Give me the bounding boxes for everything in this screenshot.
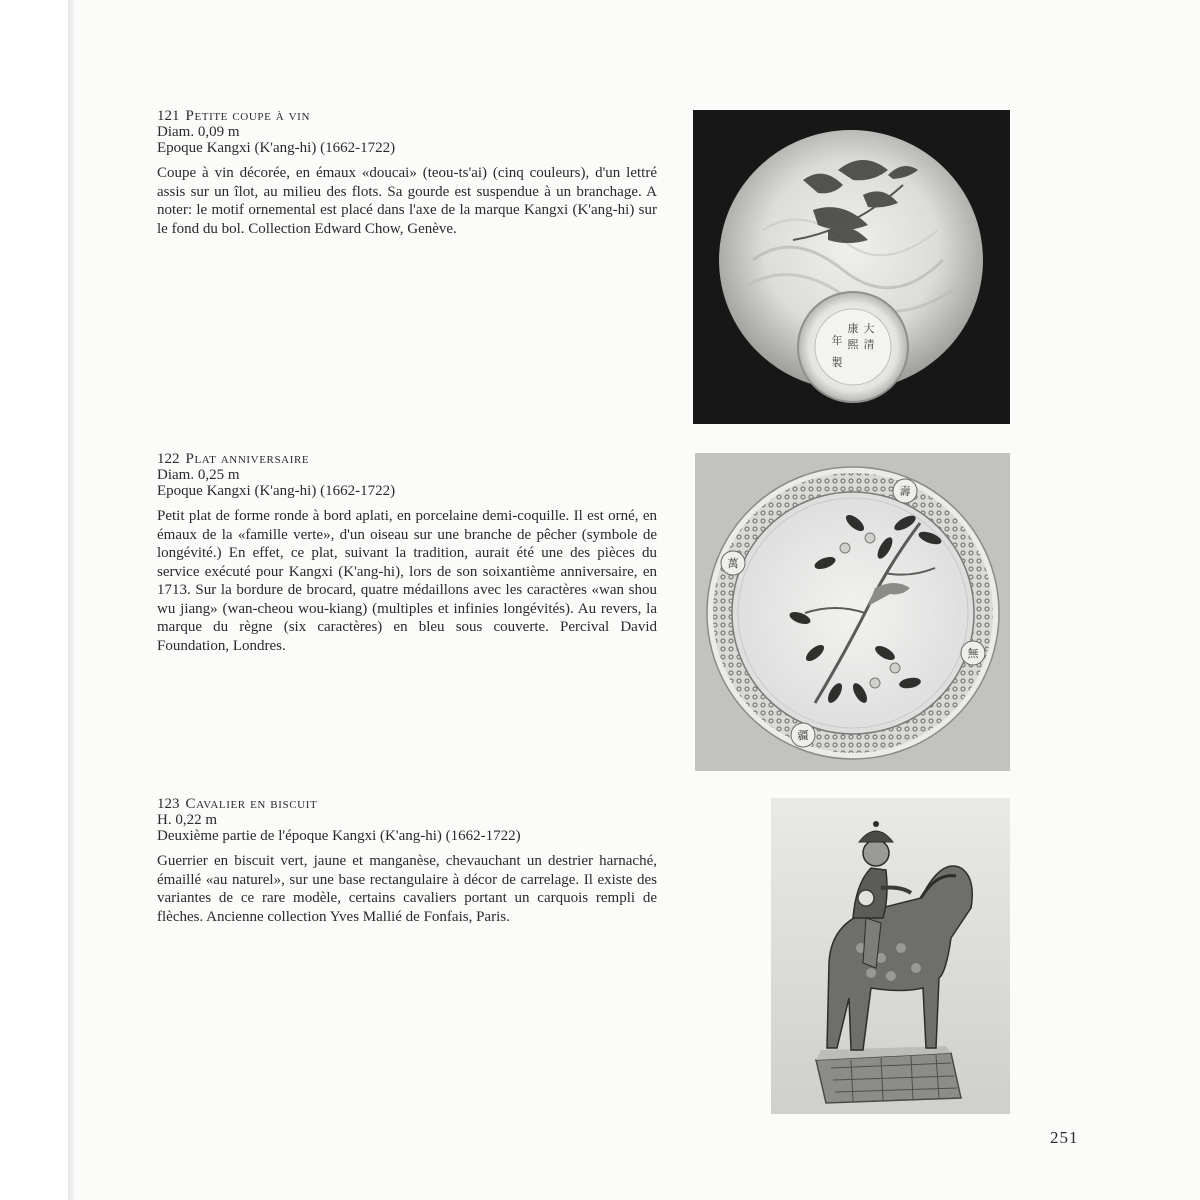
catalogue-entry-123 [157, 796, 657, 941]
entry-number: 123 [157, 796, 180, 812]
catalogue-entry-121 [157, 108, 657, 253]
entry-heading [157, 451, 657, 467]
reign-mark-char: 康 [847, 322, 859, 335]
wine-cup-illustration [693, 110, 1010, 424]
anniversary-dish-photo [695, 453, 1010, 771]
entry-heading [157, 108, 657, 124]
entry-title: Petite coupe à vin [185, 108, 310, 124]
reign-mark-char: 熙 [847, 338, 859, 351]
entry-period: Epoque Kangxi (K'ang-hi) (1662-1722) [157, 483, 396, 499]
medallion-char: 萬 [727, 557, 739, 570]
catalogue-entry-122 [157, 451, 657, 670]
dish-illustration [695, 453, 1010, 771]
reign-mark-char: 製 [831, 356, 843, 369]
horseman-illustration [771, 798, 1010, 1114]
entry-number: 122 [157, 451, 180, 467]
entry-period: Epoque Kangxi (K'ang-hi) (1662-1722) [157, 140, 396, 156]
medallion-char: 疆 [797, 729, 809, 742]
entry-number: 121 [157, 108, 180, 124]
entry-heading [157, 796, 657, 812]
reign-mark-char: 清 [863, 338, 875, 351]
entry-description: Guerrier en biscuit vert, jaune et manganèse, chevauchant un destrier harnaché, émaillé «au naturel», sur une base rectangulaire à décor de carrelage. Il existe des variantes de ce rare modèle, certains cavaliers portant un carquois rempli de flèches. Ancienne collection Yves Mallié de Fonfais, Paris. [157, 853, 657, 925]
wine-cup-photo [693, 110, 1010, 424]
entry-dimension: Diam. 0,09 m [157, 124, 240, 140]
medallion-char: 無 [967, 647, 979, 660]
reign-mark-char: 年 [831, 334, 843, 347]
horseman-figure-photo [771, 798, 1010, 1114]
page-number: 251 [1050, 1128, 1079, 1147]
entry-dimension: H. 0,22 m [157, 812, 217, 828]
entry-title: Plat anniversaire [185, 451, 310, 467]
entry-dimension: Diam. 0,25 m [157, 467, 240, 483]
medallion-char: 壽 [899, 485, 911, 498]
entry-title: Cavalier en biscuit [185, 796, 318, 812]
entry-description: Coupe à vin décorée, en émaux «doucai» (teou-ts'ai) (cinq couleurs), d'un lettré assis sur un îlot, au milieu des flots. Sa gourde est suspendue à un branchage. A noter: le motif ornemental est placé dans l'axe de la marque Kangxi (K'ang-hi) sur le fond du bol. Collection Edward Chow, Genève. [157, 165, 657, 237]
entry-period: Deuxième partie de l'époque Kangxi (K'ang-hi) (1662-1722) [157, 828, 521, 844]
reign-mark-char: 大 [863, 322, 875, 335]
entry-description: Petit plat de forme ronde à bord aplati, en porcelaine demi-coquille. Il est orné, en émaux de la «famille verte», d'un oiseau sur une branche de pêcher (symbole de longévité.) En effet, ce plat, suivant la tradition, aurait été une des pièces du service exécuté pour Kangxi (K'ang-hi), lors de son soixantième anniversaire, en 1713. Sur la bordure de brocard, quatre médaillons avec les caractères «wan shou wu jiang» (wan-cheou wou-kiang) (multiples et infinies longévités). Au revers, la marque du règne (six caractères) en bleu sous couverte. Percival David Foundation, Londres. [157, 508, 657, 654]
